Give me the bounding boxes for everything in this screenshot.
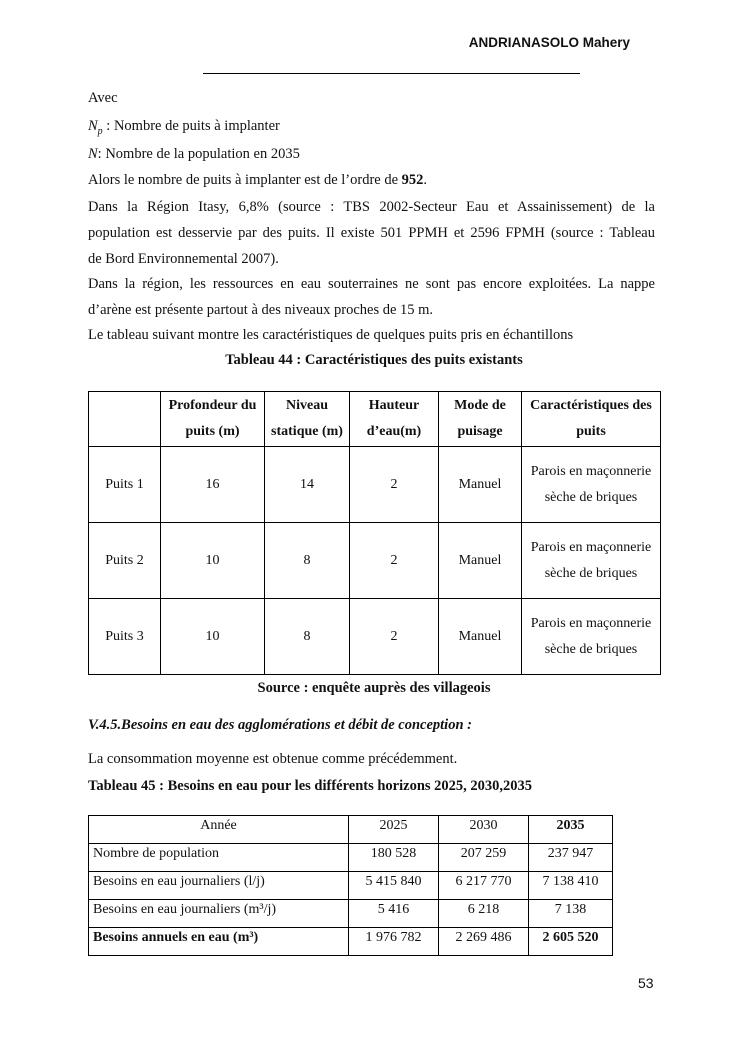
n-def-text: : Nombre de la population en 2035 — [97, 146, 300, 162]
paragraph-line: Dans la région, les ressources en eau souterraines ne sont pas encore exploitées. La nappe — [88, 276, 655, 292]
section-intro: La consommation moyenne est obtenue comme précédemment. — [88, 751, 458, 767]
alors-text: Alors le nombre de puits à implanter est de l’ordre de — [88, 172, 402, 188]
cell: 7 138 — [529, 900, 613, 928]
cell: Manuel — [439, 523, 522, 599]
cell: 207 259 — [439, 844, 529, 872]
n-symbol: N — [88, 146, 98, 162]
table-header-row — [89, 392, 661, 447]
table-row — [89, 523, 661, 599]
cell: 2 605 520 — [529, 928, 613, 956]
header-cell — [89, 392, 161, 447]
paragraph-line: Le tableau suivant montre les caractéristiques de quelques puits pris en échantillons — [88, 327, 574, 343]
cell: 237 947 — [529, 844, 613, 872]
cell: Manuel — [439, 447, 522, 523]
header-cell: Hauteur d’eau(m) — [350, 392, 439, 447]
cell: 2 — [350, 447, 439, 523]
header-cell: 2025 — [349, 816, 439, 844]
cell: 16 — [161, 447, 265, 523]
alors-sentence — [88, 171, 427, 189]
cell: Parois en maçonnerie sèche de briques — [522, 447, 661, 523]
cell: 5 416 — [349, 900, 439, 928]
table-45 — [88, 815, 613, 956]
cell: 14 — [265, 447, 350, 523]
paragraph-line: Dans la Région Itasy, 6,8% (source : TBS 2002-Secteur Eau et Assainissement) de la — [88, 199, 655, 215]
table-header-row — [89, 816, 613, 844]
cell: 5 415 840 — [349, 872, 439, 900]
cell: 2 269 486 — [439, 928, 529, 956]
cell: Parois en maçonnerie sèche de briques — [522, 523, 661, 599]
paragraph-line: d’arène est présente partout à des niveaux proches de 15 m. — [88, 302, 434, 318]
table-row — [89, 928, 613, 956]
header-cell: Niveau statique (m) — [265, 392, 350, 447]
table-44 — [88, 391, 661, 675]
cell: Besoins en eau journaliers (l/j) — [89, 872, 349, 900]
table-row — [89, 900, 613, 928]
cell: Manuel — [439, 599, 522, 675]
cell: Puits 1 — [89, 447, 161, 523]
n-definition — [88, 145, 300, 163]
table-row — [89, 599, 661, 675]
avec-text: Avec — [88, 90, 118, 106]
header-cell: Caractéristiques des puits — [522, 392, 661, 447]
np-definition — [88, 117, 280, 141]
np-subscript: p — [97, 125, 103, 137]
cell: 8 — [265, 599, 350, 675]
page-number: 53 — [638, 975, 654, 991]
cell: Besoins en eau journaliers (m³/j) — [89, 900, 349, 928]
cell: 10 — [161, 599, 265, 675]
header-rule — [203, 73, 580, 74]
paragraph-line: de Bord Environnemental 2007). — [88, 251, 279, 267]
cell: 6 217 770 — [439, 872, 529, 900]
cell: 10 — [161, 523, 265, 599]
cell: 7 138 410 — [529, 872, 613, 900]
cell: Nombre de population — [89, 844, 349, 872]
alors-end: . — [423, 172, 428, 188]
cell: 180 528 — [349, 844, 439, 872]
header-cell: Année — [89, 816, 349, 844]
cell: 2 — [350, 523, 439, 599]
paragraph-line: population est desservie par des puits. Il existe 501 PPMH et 2596 FPMH (source : Tableau — [88, 225, 655, 241]
wells-count: 952 — [401, 172, 424, 188]
header-author: ANDRIANASOLO Mahery — [468, 35, 630, 50]
table44-caption: Tableau 44 : Caractéristiques des puits existants — [225, 352, 523, 368]
np-symbol: N — [88, 118, 98, 134]
section-title: V.4.5.Besoins en eau des agglomérations et débit de conception : — [88, 717, 472, 733]
cell: Besoins annuels en eau (m³) — [89, 928, 349, 956]
cell: 6 218 — [439, 900, 529, 928]
table-row — [89, 872, 613, 900]
cell: Puits 2 — [89, 523, 161, 599]
header-cell: Profondeur du puits (m) — [161, 392, 265, 447]
cell: 2 — [350, 599, 439, 675]
header-cell: 2030 — [439, 816, 529, 844]
table44-source: Source : enquête auprès des villageois — [257, 680, 491, 696]
table45-caption: Tableau 45 : Besoins en eau pour les différents horizons 2025, 2030,2035 — [88, 778, 533, 794]
cell: 1 976 782 — [349, 928, 439, 956]
cell: 8 — [265, 523, 350, 599]
cell: Parois en maçonnerie sèche de briques — [522, 599, 661, 675]
table-row — [89, 447, 661, 523]
header-cell: Mode de puisage — [439, 392, 522, 447]
table-row — [89, 844, 613, 872]
header-cell: 2035 — [529, 816, 613, 844]
np-def-text: : Nombre de puits à implanter — [102, 118, 280, 134]
cell: Puits 3 — [89, 599, 161, 675]
